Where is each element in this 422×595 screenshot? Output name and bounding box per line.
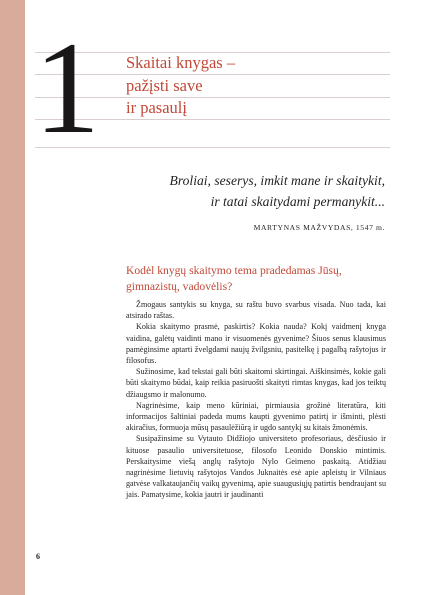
page-number: 6 <box>36 552 40 561</box>
paragraph: Susipažinsime su Vytauto Didžiojo universiteto profesoriaus, dėsčiusio ir kituose pasaulio universitetuose, filosofo Leonido Donskio mintimis. Perskaitysime viešą anglų rašytojo Nylo Geimeno paskaitą. Atidžiau nagrinėsime lietuvių rašytojos Vandos Juknaitės esė apie apleistų ir Vilniaus gatvėse valkataujančių vaikų gyvenimą, apie suaugusiųjų patirtis bendraujant su jais. Pamatysime, kokia jautri ir jaudinanti <box>126 434 386 500</box>
chapter-title-line: ir pasaulį <box>126 98 187 117</box>
chapter-number: 1 <box>34 14 98 161</box>
section-question-line: gimnazistų, vadovėlis? <box>126 280 233 293</box>
paragraph: Nagrinėsime, kaip meno kūriniai, pirmiausia grožinė literatūra, kiti informacijos šaltiniai padeda mums kaupti gyvenimo patirtį ir išminti, plėsti akiračius, formuoja mūsų pasaulėžiūrą ir ugdo santykį su kitais žmonėmis. <box>126 400 386 433</box>
section-question-line: Kodėl knygų skaitymo tema pradedamas Jūsų, <box>126 264 342 277</box>
body-text <box>126 299 386 501</box>
side-color-band <box>0 0 25 595</box>
epigraph-line: ir tatai skaitydami permanykit... <box>210 193 385 209</box>
epigraph-line: Broliai, seserys, imkit mane ir skaitykit, <box>169 173 385 188</box>
section-question <box>126 263 376 295</box>
paragraph: Sužinosime, kad tekstai gali būti skaitomi skirtingai. Aiškinsimės, kokie gali būti skaitymo būdai, kaip reikia pasiruošti skaityti rimtas knygas, kad jos teiktų džiaugsmo ir malonumo. <box>126 367 386 399</box>
epigraph <box>170 171 385 212</box>
epigraph-author: MARTYNAS MAŽVYDAS, 1547 m. <box>253 223 385 232</box>
paragraph: Žmogaus santykis su knyga, su raštu buvo svarbus visada. Nuo tada, kai atsirado raštas. <box>126 300 386 321</box>
chapter-title <box>126 52 376 120</box>
paragraph: Kokia skaitymo prasmė, paskirtis? Kokia nauda? Kokį vaidmenį knyga vaidina, galėtų vaidinti mano ir visuomenės gyvenime? Šiuos senus klausimus pamėginsime aptarti žvelgdami naujų žvilgsniu, pasitelkę į pagalbą rašytojus ir filosofus. <box>126 322 386 366</box>
chapter-title-line: pažįsti save <box>126 75 203 95</box>
chapter-title-line: Skaitai knygas – <box>126 53 236 72</box>
